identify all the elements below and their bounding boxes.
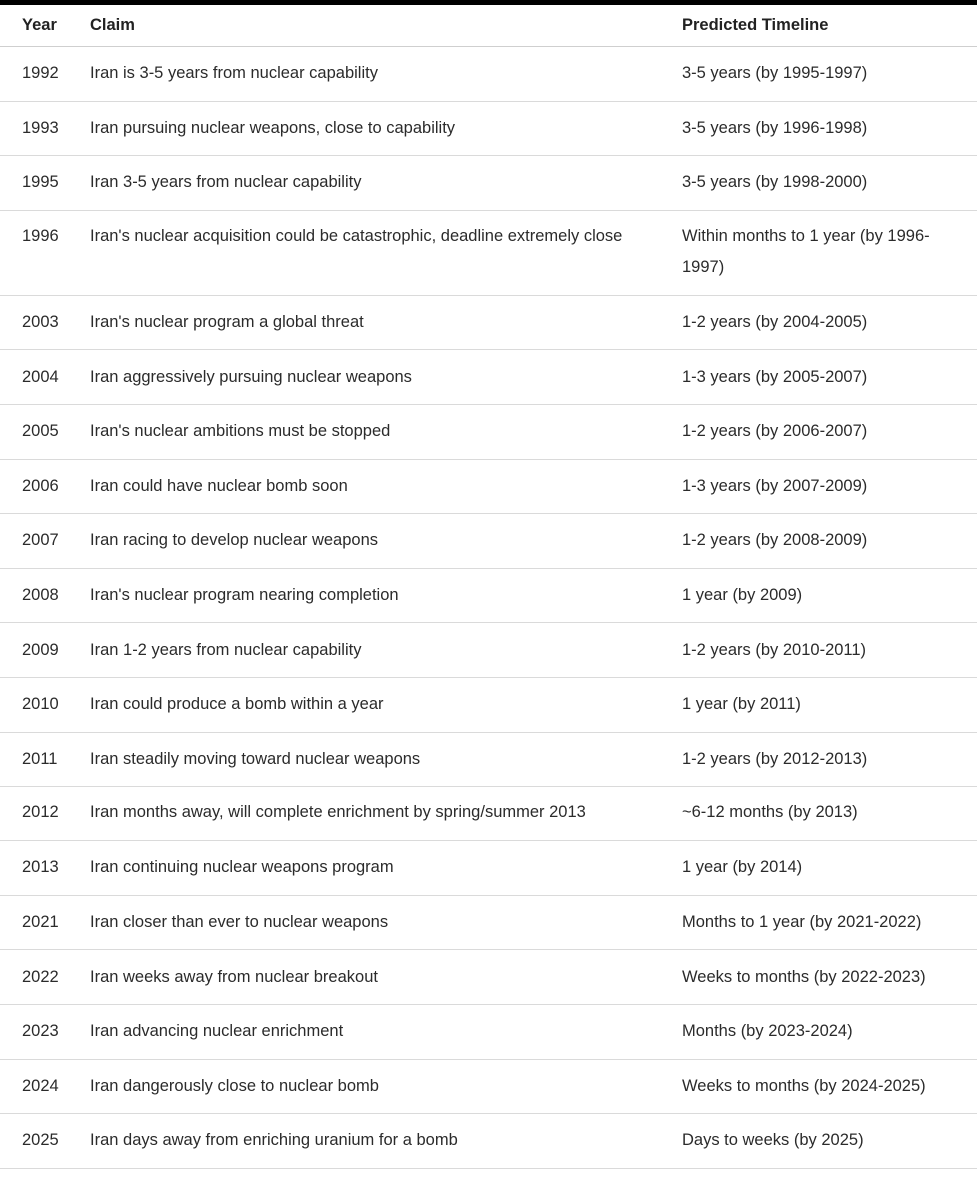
cell-timeline: 1-2 years (by 2010-2011) <box>676 623 977 678</box>
cell-claim: Iran steadily moving toward nuclear weapons <box>83 732 676 787</box>
cell-timeline: Within months to 1 year (by 1996-1997) <box>676 210 977 295</box>
table-row <box>0 568 977 623</box>
cell-timeline: 1 year (by 2009) <box>676 568 977 623</box>
cell-year: 2009 <box>0 623 83 678</box>
cell-claim: Iran aggressively pursuing nuclear weapons <box>83 350 676 405</box>
cell-timeline: 1-3 years (by 2007-2009) <box>676 459 977 514</box>
cell-timeline: Weeks to months (by 2024-2025) <box>676 1059 977 1114</box>
cell-year: 2012 <box>0 787 83 841</box>
cell-year: 1992 <box>0 47 83 102</box>
cell-year: 2022 <box>0 950 83 1005</box>
cell-year: 2005 <box>0 404 83 459</box>
cell-claim: Iran's nuclear program nearing completion <box>83 568 676 623</box>
table-body <box>0 47 977 1169</box>
cell-year: 2013 <box>0 841 83 896</box>
cell-year: 2024 <box>0 1059 83 1114</box>
table-row <box>0 156 977 211</box>
cell-year: 1996 <box>0 210 83 295</box>
table-row <box>0 732 977 787</box>
cell-year: 2021 <box>0 895 83 950</box>
cell-timeline: 1-2 years (by 2008-2009) <box>676 514 977 569</box>
cell-timeline: 3-5 years (by 1996-1998) <box>676 101 977 156</box>
cell-claim: Iran is 3-5 years from nuclear capability <box>83 47 676 102</box>
cell-timeline: 3-5 years (by 1995-1997) <box>676 47 977 102</box>
cell-claim: Iran pursuing nuclear weapons, close to capability <box>83 101 676 156</box>
table-row <box>0 950 977 1005</box>
cell-timeline: 1-2 years (by 2006-2007) <box>676 404 977 459</box>
cell-timeline: ~6-12 months (by 2013) <box>676 787 977 841</box>
cell-timeline: 1 year (by 2011) <box>676 677 977 732</box>
cell-year: 2023 <box>0 1004 83 1059</box>
cell-year: 2003 <box>0 295 83 350</box>
cell-timeline: Months to 1 year (by 2021-2022) <box>676 895 977 950</box>
table-row <box>0 1059 977 1114</box>
table-row <box>0 350 977 405</box>
table-row <box>0 101 977 156</box>
cell-year: 1995 <box>0 156 83 211</box>
cell-year: 2007 <box>0 514 83 569</box>
cell-claim: Iran's nuclear acquisition could be catastrophic, deadline extremely close <box>83 210 676 295</box>
cell-timeline: 1-2 years (by 2012-2013) <box>676 732 977 787</box>
cell-year: 2004 <box>0 350 83 405</box>
cell-claim: Iran 3-5 years from nuclear capability <box>83 156 676 211</box>
cell-timeline: Days to weeks (by 2025) <box>676 1114 977 1169</box>
table-row <box>0 459 977 514</box>
table-row <box>0 677 977 732</box>
cell-claim: Iran months away, will complete enrichment by spring/summer 2013 <box>83 787 676 841</box>
cell-claim: Iran weeks away from nuclear breakout <box>83 950 676 1005</box>
cell-claim: Iran's nuclear program a global threat <box>83 295 676 350</box>
cell-claim: Iran racing to develop nuclear weapons <box>83 514 676 569</box>
cell-year: 2006 <box>0 459 83 514</box>
table-row <box>0 47 977 102</box>
table-row <box>0 404 977 459</box>
table-row <box>0 1004 977 1059</box>
cell-year: 2008 <box>0 568 83 623</box>
header-timeline: Predicted Timeline <box>676 5 977 47</box>
table-row <box>0 210 977 295</box>
cell-claim: Iran advancing nuclear enrichment <box>83 1004 676 1059</box>
cell-timeline: Weeks to months (by 2022-2023) <box>676 950 977 1005</box>
cell-year: 2025 <box>0 1114 83 1169</box>
table-row <box>0 895 977 950</box>
cell-claim: Iran dangerously close to nuclear bomb <box>83 1059 676 1114</box>
table-row <box>0 623 977 678</box>
cell-claim: Iran's nuclear ambitions must be stopped <box>83 404 676 459</box>
header-row <box>0 5 977 47</box>
header-claim: Claim <box>83 5 676 47</box>
predictions-table <box>0 5 977 1169</box>
table-row <box>0 787 977 841</box>
cell-timeline: 1-2 years (by 2004-2005) <box>676 295 977 350</box>
cell-year: 2010 <box>0 677 83 732</box>
cell-claim: Iran continuing nuclear weapons program <box>83 841 676 896</box>
cell-timeline: 3-5 years (by 1998-2000) <box>676 156 977 211</box>
table-row <box>0 514 977 569</box>
cell-year: 1993 <box>0 101 83 156</box>
cell-claim: Iran closer than ever to nuclear weapons <box>83 895 676 950</box>
table-row <box>0 295 977 350</box>
cell-claim: Iran could produce a bomb within a year <box>83 677 676 732</box>
cell-timeline: 1 year (by 2014) <box>676 841 977 896</box>
cell-timeline: 1-3 years (by 2005-2007) <box>676 350 977 405</box>
cell-claim: Iran days away from enriching uranium for a bomb <box>83 1114 676 1169</box>
cell-claim: Iran 1-2 years from nuclear capability <box>83 623 676 678</box>
cell-claim: Iran could have nuclear bomb soon <box>83 459 676 514</box>
cell-year: 2011 <box>0 732 83 787</box>
table-row <box>0 841 977 896</box>
table-row <box>0 1114 977 1169</box>
table-header <box>0 5 977 47</box>
document-frame <box>0 5 977 1200</box>
cell-timeline: Months (by 2023-2024) <box>676 1004 977 1059</box>
header-year: Year <box>0 5 83 47</box>
